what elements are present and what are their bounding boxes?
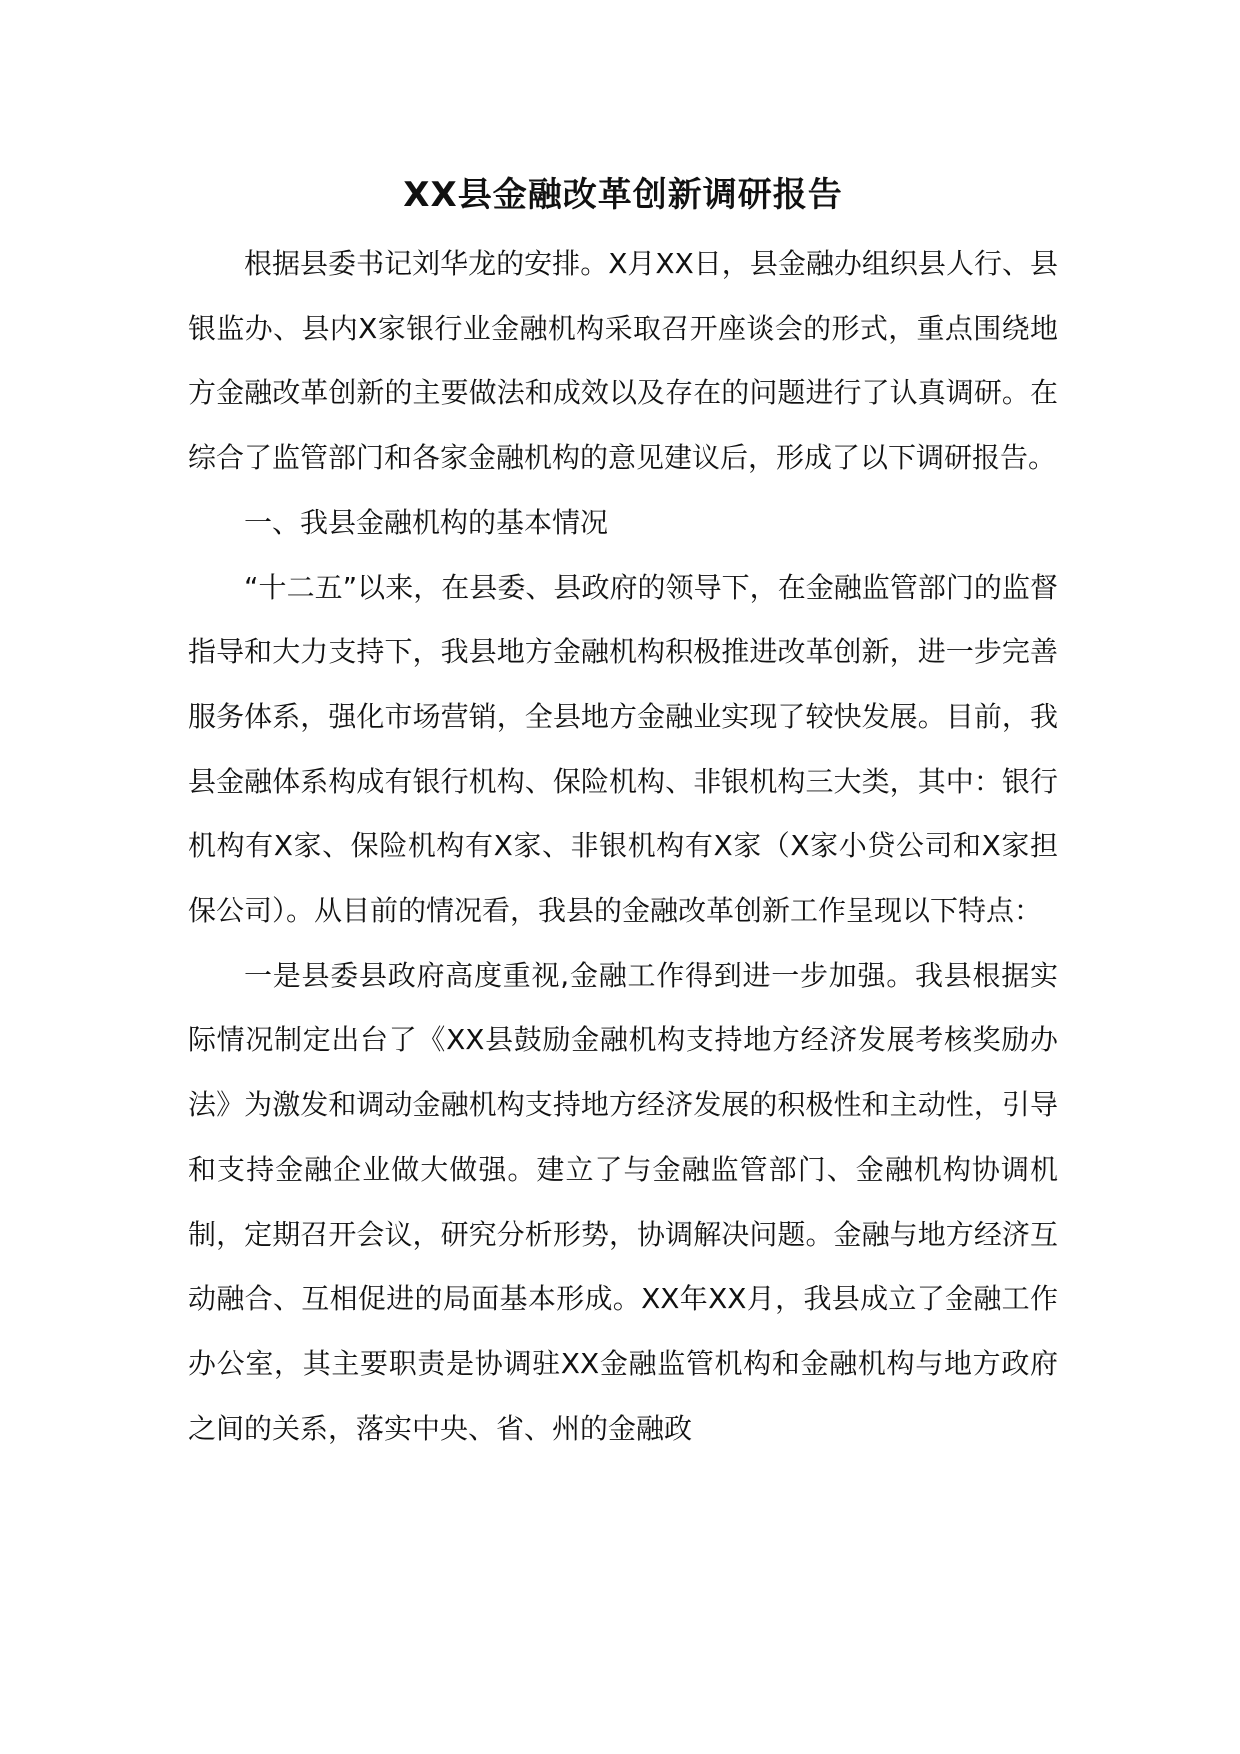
paragraph-feature-1: 一是县委县政府高度重视,金融工作得到进一步加强。我县根据实际情况制定出台了《XX县鼓励金融机构支持地方经济发展考核奖励办法》为激发和调动金融机构支持地方经济发展的积极性和主动性，引导和支持金融企业做大做强。建立了与金融监管部门、金融机构协调机制，定期召开会议，研究分析形势，协调解决问题。金融与地方经济互动融合、互相促进的局面基本形成。XX年XX月，我县成立了金融工作办公室，其主要职责是协调驻XX金融监管机构和金融机构与地方政府之间的关系，落实中央、省、州的金融政 — [188, 958, 1058, 1445]
paragraph-intro: 根据县委书记刘华龙的安排。X月XX日，县金融办组织县人行、县银监办、县内X家银行业金融机构采取召开座谈会的形式，重点围绕地方金融改革创新的主要做法和成效以及存在的问题进行了认真调研。在综合了监管部门和各家金融机构的意见建议后，形成了以下调研报告。 — [188, 247, 1058, 475]
document-title: XX县金融改革创新调研报告 — [403, 175, 843, 215]
paragraph-basic-situation: “十二五”以来，在县委、县政府的领导下，在金融监管部门的监督指导和大力支持下，我县地方金融机构积极推进改革创新，进一步完善服务体系，强化市场营销，全县地方金融业实现了较快发展。目前，我县金融体系构成有银行机构、保险机构、非银机构三大类，其中：银行机构有X家、保险机构有X家、非银机构有X家（X家小贷公司和X家担保公司）。从目前的情况看，我县的金融改革创新工作呈现以下特点： — [188, 570, 1058, 928]
section-heading-1: 一、我县金融机构的基本情况 — [244, 505, 609, 539]
document-page — [188, 168, 1058, 1461]
